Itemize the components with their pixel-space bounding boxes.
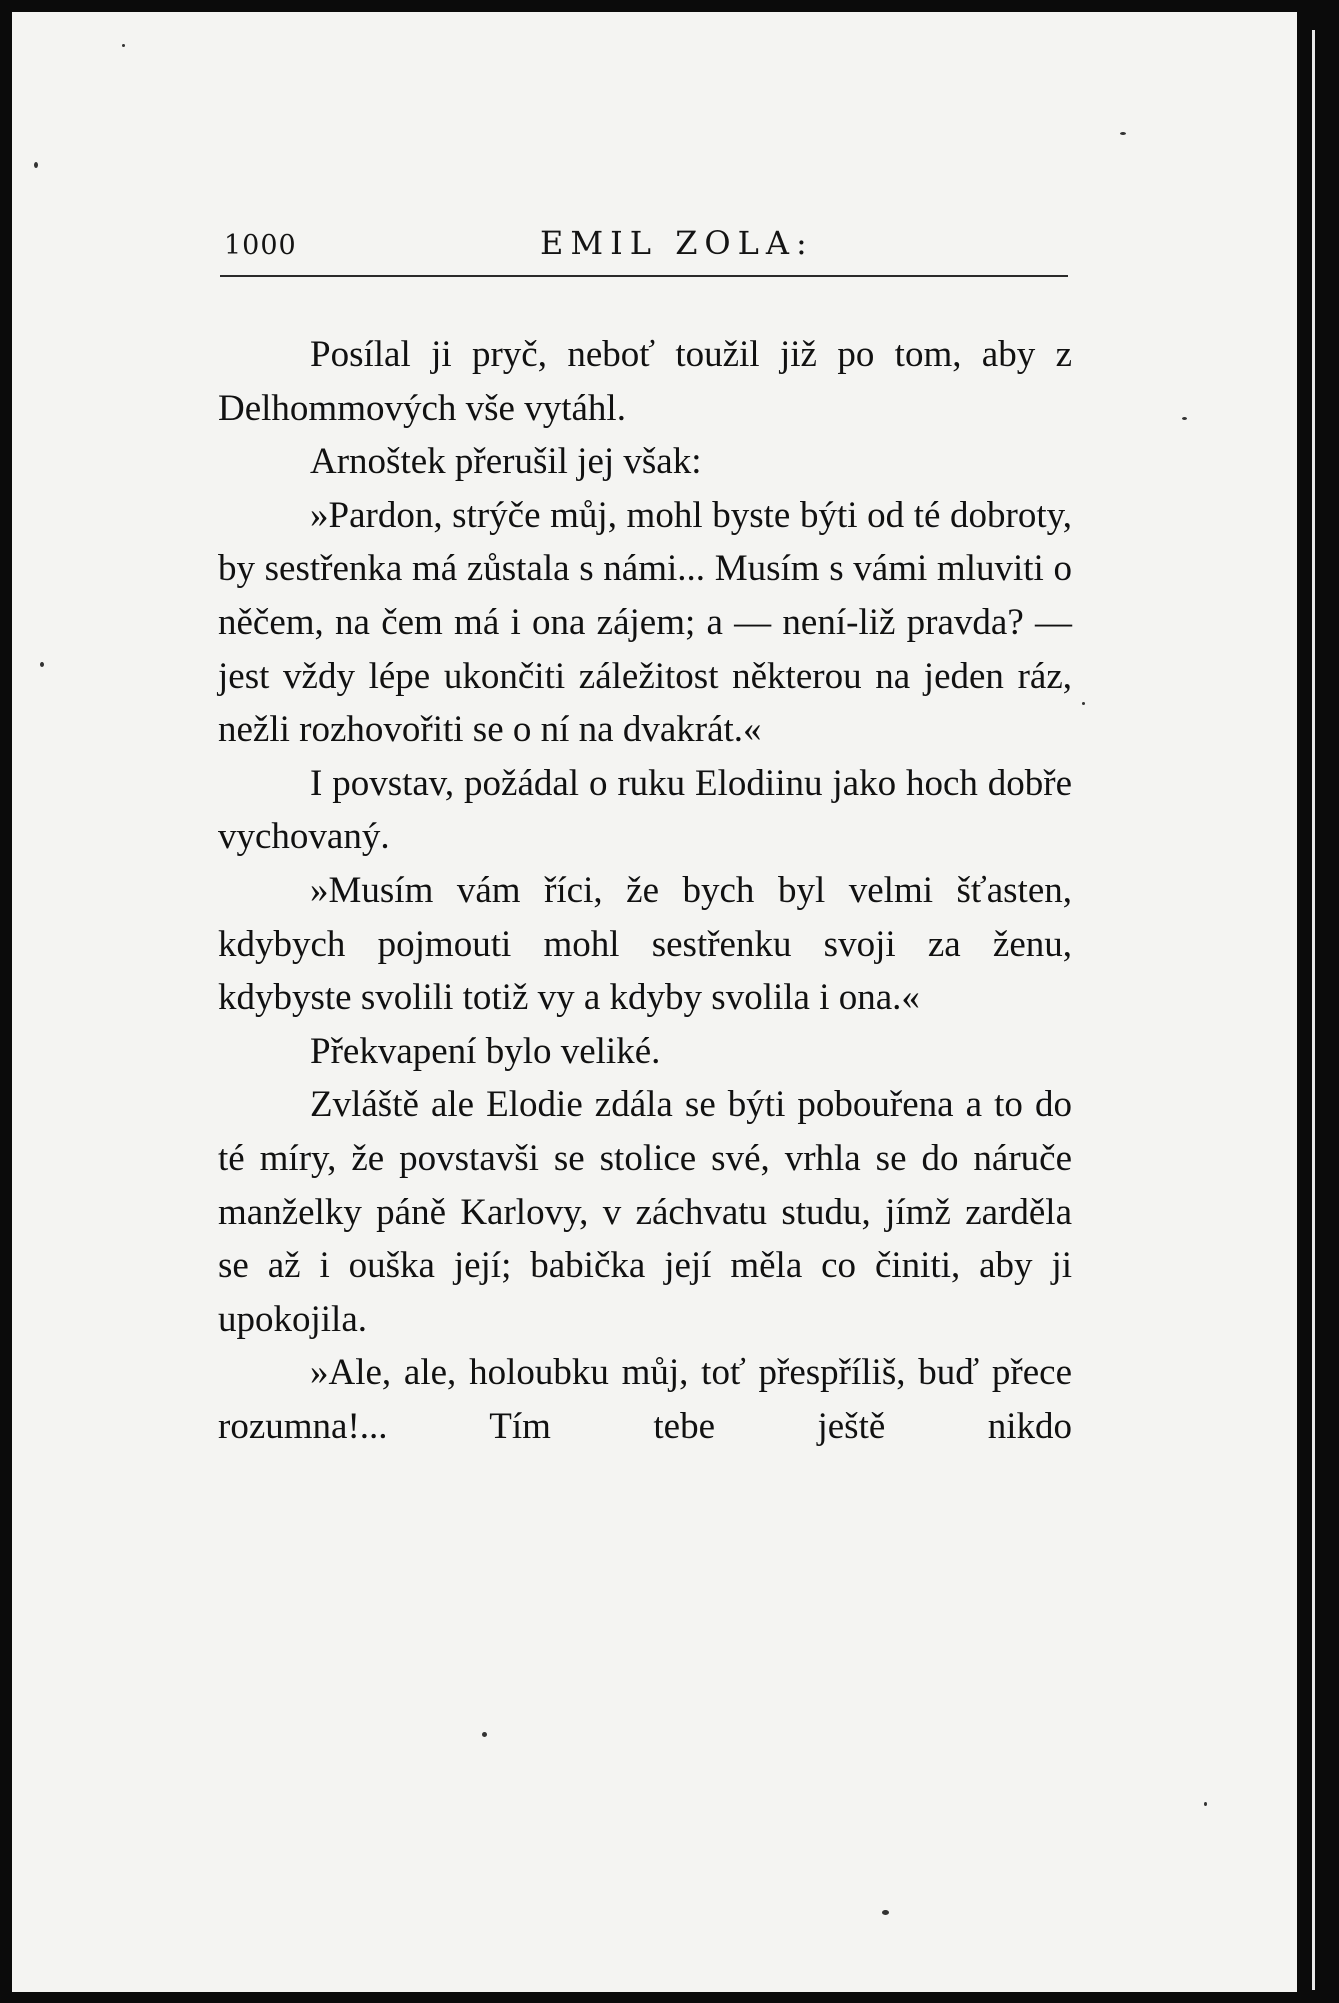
paragraph: Překvapení bylo veliké. [310, 1030, 661, 1072]
paragraph: »Musím vám říci, že bych byl velmi šťasten, kdybych pojmouti mohl sestřenku svoji za ženu, kdybyste svolili totiž vy a kdyby svolila i ona.« [218, 869, 1072, 1019]
header-rule [220, 275, 1068, 277]
page-number: 1000 [224, 230, 297, 261]
scan-edge [1297, 0, 1339, 2003]
paragraph: Arnoštek přerušil jej však: [310, 441, 702, 483]
paragraph: »Ale, ale, holoubku můj, toť přespříliš, buď přece rozumna!... Tím tebe ještě nikdo [218, 1352, 1072, 1447]
running-title: EMIL ZOLA: [540, 224, 814, 262]
paragraph: Zvláště ale Elodie zdála se býti pobouřena a to do té míry, že povstavši se stolice své, vrhla se do náruče manželky páně Karlovy, v záchvatu studu, jímž zarděla se až i ouška její; babička její měla co činiti, aby ji upokojila. [218, 1084, 1072, 1340]
page-header [224, 224, 1066, 264]
scan-edge-line [1312, 30, 1315, 1990]
paragraph: I povstav, požádal o ruku Elodiinu jako hoch dobře vychovaný. [218, 762, 1072, 858]
paragraph: »Pardon, strýče můj, mohl byste býti od té dobroty, by sestřenka má zůstala s námi... Musím s vámi mluviti o něčem, na čem má i ona zájem; a — není-liž pravda? — jest vždy lépe ukončiti záležitost některou na jeden ráz, nežli rozhovořiti se o ní na dvakrát.« [218, 494, 1072, 751]
body-text [218, 328, 1072, 1453]
paragraph: Posílal ji pryč, neboť toužil již po tom, aby z Delhommových vše vytáhl. [218, 334, 1072, 429]
